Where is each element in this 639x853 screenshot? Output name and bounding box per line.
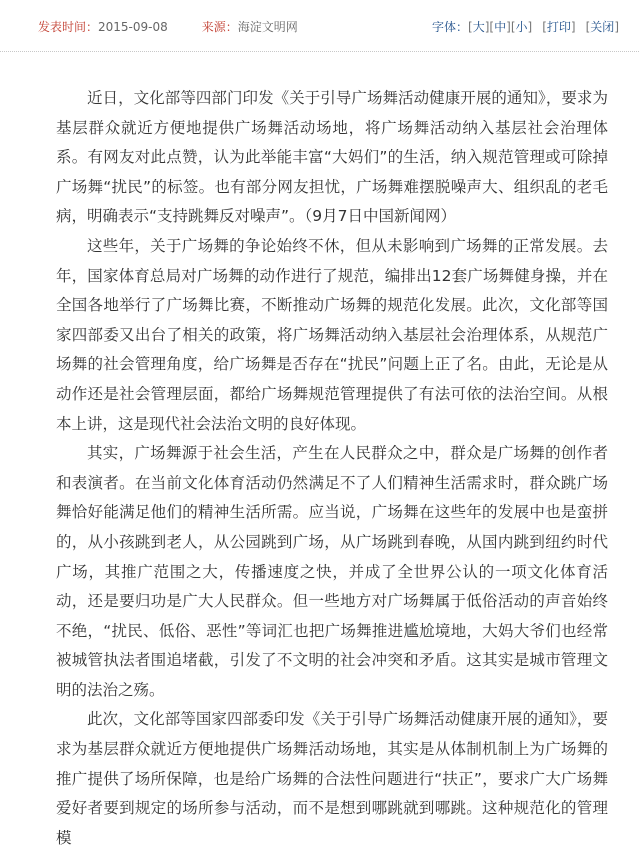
- article-paragraph: 这些年，关于广场舞的争论始终不休，但从未影响到广场舞的正常发展。去年，国家体育总局对广场舞的动作进行了规范，编排出12套广场舞健身操，并在全国各地举行了广场舞比赛，不断推动广场舞的规范化发展。此次，文化部等国家四部委又出台了相关的政策，将广场舞活动纳入基层社会治理体系，从规范广场舞的社会管理角度，给广场舞是否存在“扰民”问题上正了名。由此，无论是从动作还是社会管理层面，都给广场舞规范管理提供了有法可依的法治空间。从根本上讲，这是现代社会法治文明的良好体现。: [56, 236, 608, 433]
- font-medium-button[interactable]: 中: [494, 20, 507, 34]
- publish-date: 2015-09-08: [98, 20, 168, 34]
- font-large-button[interactable]: 大: [472, 20, 485, 34]
- source-name: 海淀文明网: [237, 20, 298, 34]
- publish-time-label: 发表时间：: [38, 20, 99, 34]
- article-paragraph: 其实，广场舞源于社会生活，产生在人民群众之中，群众是广场舞的创作者和表演者。在当前文化体育活动仍然满足不了人们精神生活需求时，群众跳广场舞恰好能满足他们的精神生活所需。应当说，广场舞在这些年的发展中也是蛮拼的，从小孩跳到老人，从公园跳到广场，从广场跳到春晚，从国内跳到纽约时代广场，其推广范围之大，传播速度之快，并成了全世界公认的一项文化体育活动，还是要归功是广大人民群众。但一些地方对广场舞属于低俗活动的声音始终不绝，“扰民、低俗、恶性”等词汇也把广场舞推进尴尬境地，大妈大爷们也经常被城管执法者围追堵截，引发了不文明的社会冲突和矛盾。这其实是城市管理文明的法治之殇。: [56, 444, 608, 699]
- font-small-button[interactable]: 小: [515, 20, 528, 34]
- source-label: 来源：: [201, 20, 238, 34]
- article-meta-info: [38, 19, 298, 35]
- font-size-controls: 字体：[大][中][小] [打印] [关闭]: [432, 20, 619, 34]
- font-size-label: 字体：: [432, 20, 469, 34]
- article-body: [56, 84, 608, 853]
- close-button[interactable]: 关闭: [590, 20, 615, 34]
- article-paragraph: 此次，文化部等国家四部委印发《关于引导广场舞活动健康开展的通知》，要求为基层群众就近方便地提供广场舞活动场地，其实是从体制机制上为广场舞的推广提供了场所保障，也是给广场舞的合法性问题进行“扶正”，要求广大广场舞爱好者要到规定的场所参与活动，而不是想到哪跳就到哪跳。这种规范化的管理模: [56, 710, 608, 847]
- article-meta-bar: [0, 0, 639, 52]
- print-button[interactable]: 打印: [546, 20, 571, 34]
- article-paragraph: 近日，文化部等四部门印发《关于引导广场舞活动健康开展的通知》，要求为基层群众就近方便地提供广场舞活动场地，将广场舞活动纳入基层社会治理体系。有网友对此点赞，认为此举能丰富“大妈们”的生活，纳入规范管理或可除掉广场舞“扰民”的标签。也有部分网友担忧，广场舞难摆脱噪声大、组织乱的老毛病，明确表示“支持跳舞反对噪声”。（9月7日中国新闻网）: [56, 89, 608, 226]
